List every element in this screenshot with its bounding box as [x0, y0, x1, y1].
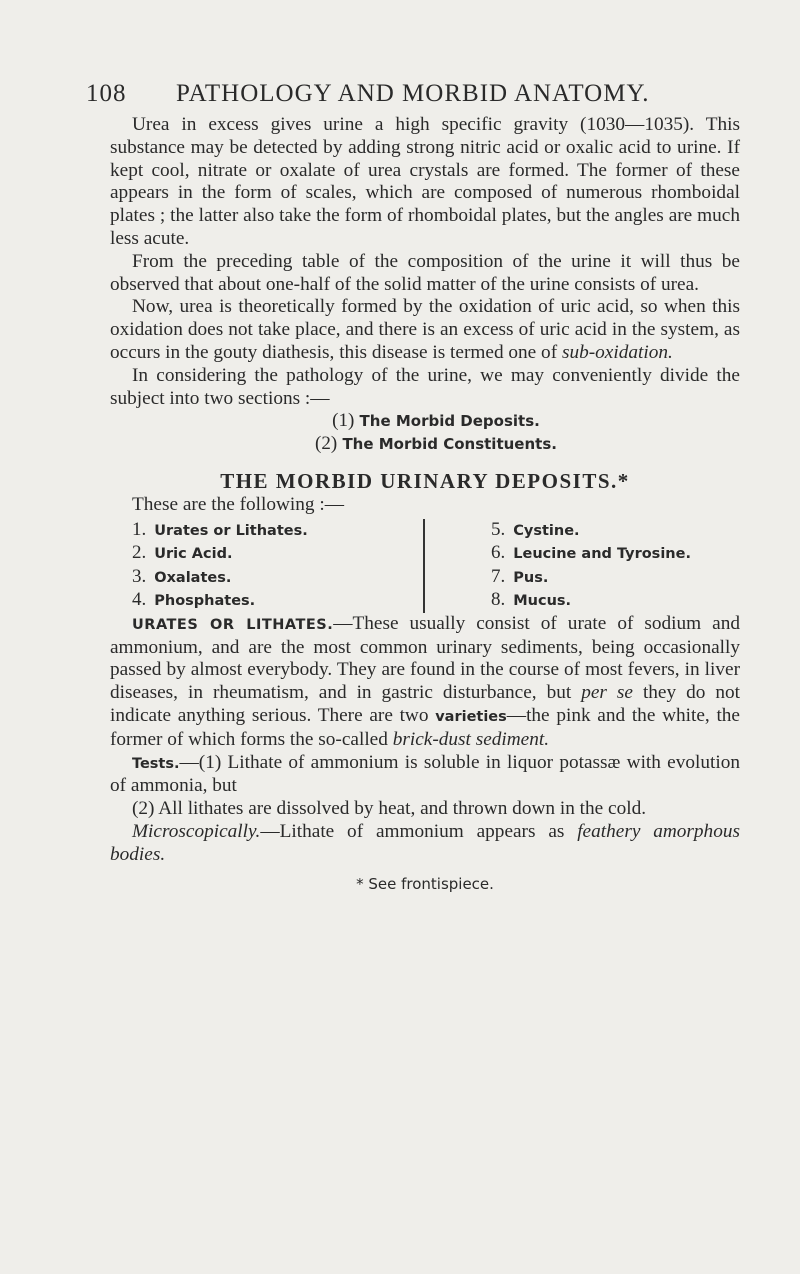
sub-oxidation-term: sub-oxidation. — [561, 341, 673, 363]
paragraph-tests: Tests.—(1) Lithate of ammonium is soluble in liquor potassæ with evolution of ammonia, but — [110, 751, 740, 797]
list-item: 1. Urates or Lithates. — [132, 518, 308, 540]
section-item-1: (1) The Morbid Deposits. — [332, 410, 540, 432]
page-header — [86, 80, 726, 108]
paragraph-considering: In considering the pathology of the urine, we may conveniently divide the subject into two sections :— — [110, 364, 740, 409]
page-number: 108 — [86, 80, 127, 107]
section-item-2: (2) The Morbid Constituents. — [315, 433, 557, 455]
tests-heading: Tests. — [132, 755, 180, 772]
deposit-column-left — [110, 519, 425, 613]
list-item: 7. Pus. — [491, 565, 549, 587]
list-item: 5. Cystine. — [491, 518, 580, 540]
paragraph-urates: URATES OR LITHATES.—These usually consist of urate of sodium and ammonium, and are the most common urinary sediments, being occasionally passed by almost everybody. They are found in the course of most fevers, in liver diseases, in rheumatism, and in gastric disturbance, but per se they do not indicate anything serious. There are two varieties—the pink and the white, the former of which forms the so-called brick-dust sediment. — [110, 612, 740, 750]
varieties-term: varieties — [435, 708, 507, 725]
deposit-list — [110, 519, 740, 613]
list-item: 2. Uric Acid. — [132, 542, 233, 564]
paragraph-urea-excess: Urea in excess gives urine a high specific gravity (1030—1035). This substance may be detected by adding strong nitric acid or oxalic acid to urine. If kept cool, nitrate or oxalate of urea crystals are formed. The former of these appears in the form of scales, which are composed of numerous rhomboidal plates ; the latter also take the form of rhomboidal plates, but the angles are much less acute. — [110, 114, 740, 249]
list-item: 6. Leucine and Tyrosine. — [491, 542, 691, 564]
feathery-term: feathery amorphous bodies. — [110, 820, 740, 865]
footnote: * See frontispiece. — [356, 874, 494, 893]
list-item: 8. Mucus. — [491, 589, 572, 611]
list-item: 3. Oxalates. — [132, 565, 232, 587]
page-body — [110, 114, 740, 895]
paragraph-oxidation — [110, 296, 740, 364]
list-item: 4. Phosphates. — [132, 589, 256, 611]
brick-dust-term: brick-dust sediment. — [392, 728, 550, 750]
urates-heading: URATES OR LITHATES. — [132, 616, 334, 633]
list-intro: These are the following :— — [132, 493, 345, 515]
micro-heading: Microscopically. — [132, 820, 261, 842]
paragraph-microscopically: Microscopically.—Lithate of ammonium appears as feathery amorphous bodies. — [110, 820, 740, 865]
paragraph-test-2: (2) All lithates are dissolved by heat, and thrown down in the cold. — [132, 798, 647, 820]
section-heading: THE MORBID URINARY DEPOSITS.* — [220, 468, 630, 493]
running-title: PATHOLOGY AND MORBID ANATOMY. — [176, 80, 650, 107]
paragraph-composition: From the preceding table of the composition of the urine it will thus be observed that about one-half of the solid matter of the urine consists of urea. — [110, 250, 740, 295]
oxidation-text: Now, urea is theoretically formed by the oxidation of uric acid, so when this oxidation does not take place, and there is an excess of uric acid in the system, as occurs in the gouty diathesis, this disease is termed one of — [110, 296, 740, 363]
deposit-column-right — [425, 519, 740, 613]
